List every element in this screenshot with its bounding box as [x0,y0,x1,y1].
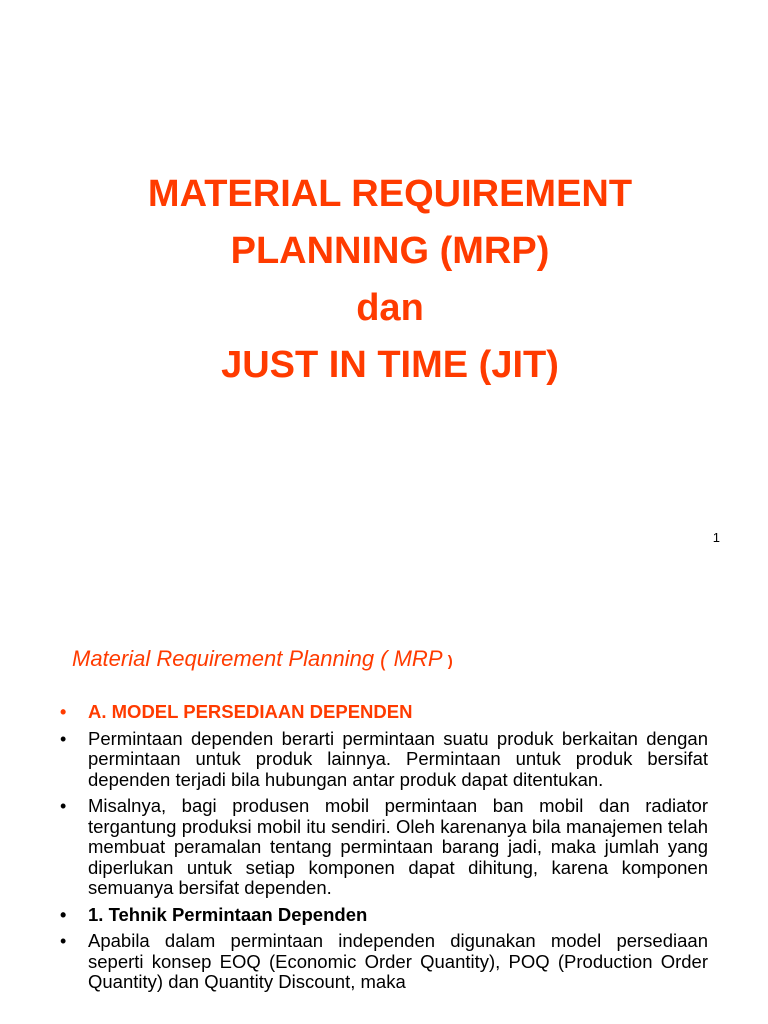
bullet-item-model-persediaan [60,702,708,723]
title-line-1: MATERIAL REQUIREMENT [147,173,633,215]
section-heading-paren: ) [447,653,453,670]
section-heading [72,646,453,672]
bullet-dot-icon: • [60,931,67,951]
bullet-text: A. MODEL PERSEDIAAN DEPENDEN [88,701,413,722]
bullet-item-misalnya [60,796,708,899]
bullet-text: Apabila dalam permintaan independen digunakan model persediaan seperti konsep EOQ (Economic Order Quantity), POQ (Production Order Quantity) dan Quantity Discount, maka [88,930,708,992]
bullet-text: Misalnya, bagi produsen mobil permintaan ban mobil dan radiator tergantung produksi mobil itu sendiri. Oleh karenanya bila manajemen telah membuat peramalan tentang permintaan barang jadi, maka jumlah yang diperlukan untuk setiap komponen dapat dihitung, karena komponen semuanya bersifat dependen. [88,795,708,898]
bullet-item-tehnik [60,905,708,926]
bullet-text: 1. Tehnik Permintaan Dependen [88,903,368,925]
bullet-list [60,702,708,999]
slide-content [0,600,768,1024]
bullet-dot-icon: • [60,702,67,722]
bullet-dot-icon: • [60,728,67,749]
section-heading-text: Material Requirement Planning ( MRP [72,646,442,671]
bullet-item-permintaan-dependen [60,729,708,791]
title-line-4: JUST IN TIME (JIT) [221,344,559,386]
page-number: 1 [712,530,720,545]
page-title [0,166,768,394]
bullet-item-apabila [60,931,708,993]
bullet-dot-icon: • [60,904,67,925]
title-line-3: dan [356,287,424,329]
title-line-2: PLANNING (MRP) [230,230,550,272]
bullet-text: Permintaan dependen berarti permintaan suatu produk berkaitan dengan permintaan untuk produk lainnya. Permintaan untuk produk bersifat dependen terjadi bila hubungan antar produk dapat ditentukan. [88,727,708,790]
bullet-dot-icon: • [60,796,67,816]
